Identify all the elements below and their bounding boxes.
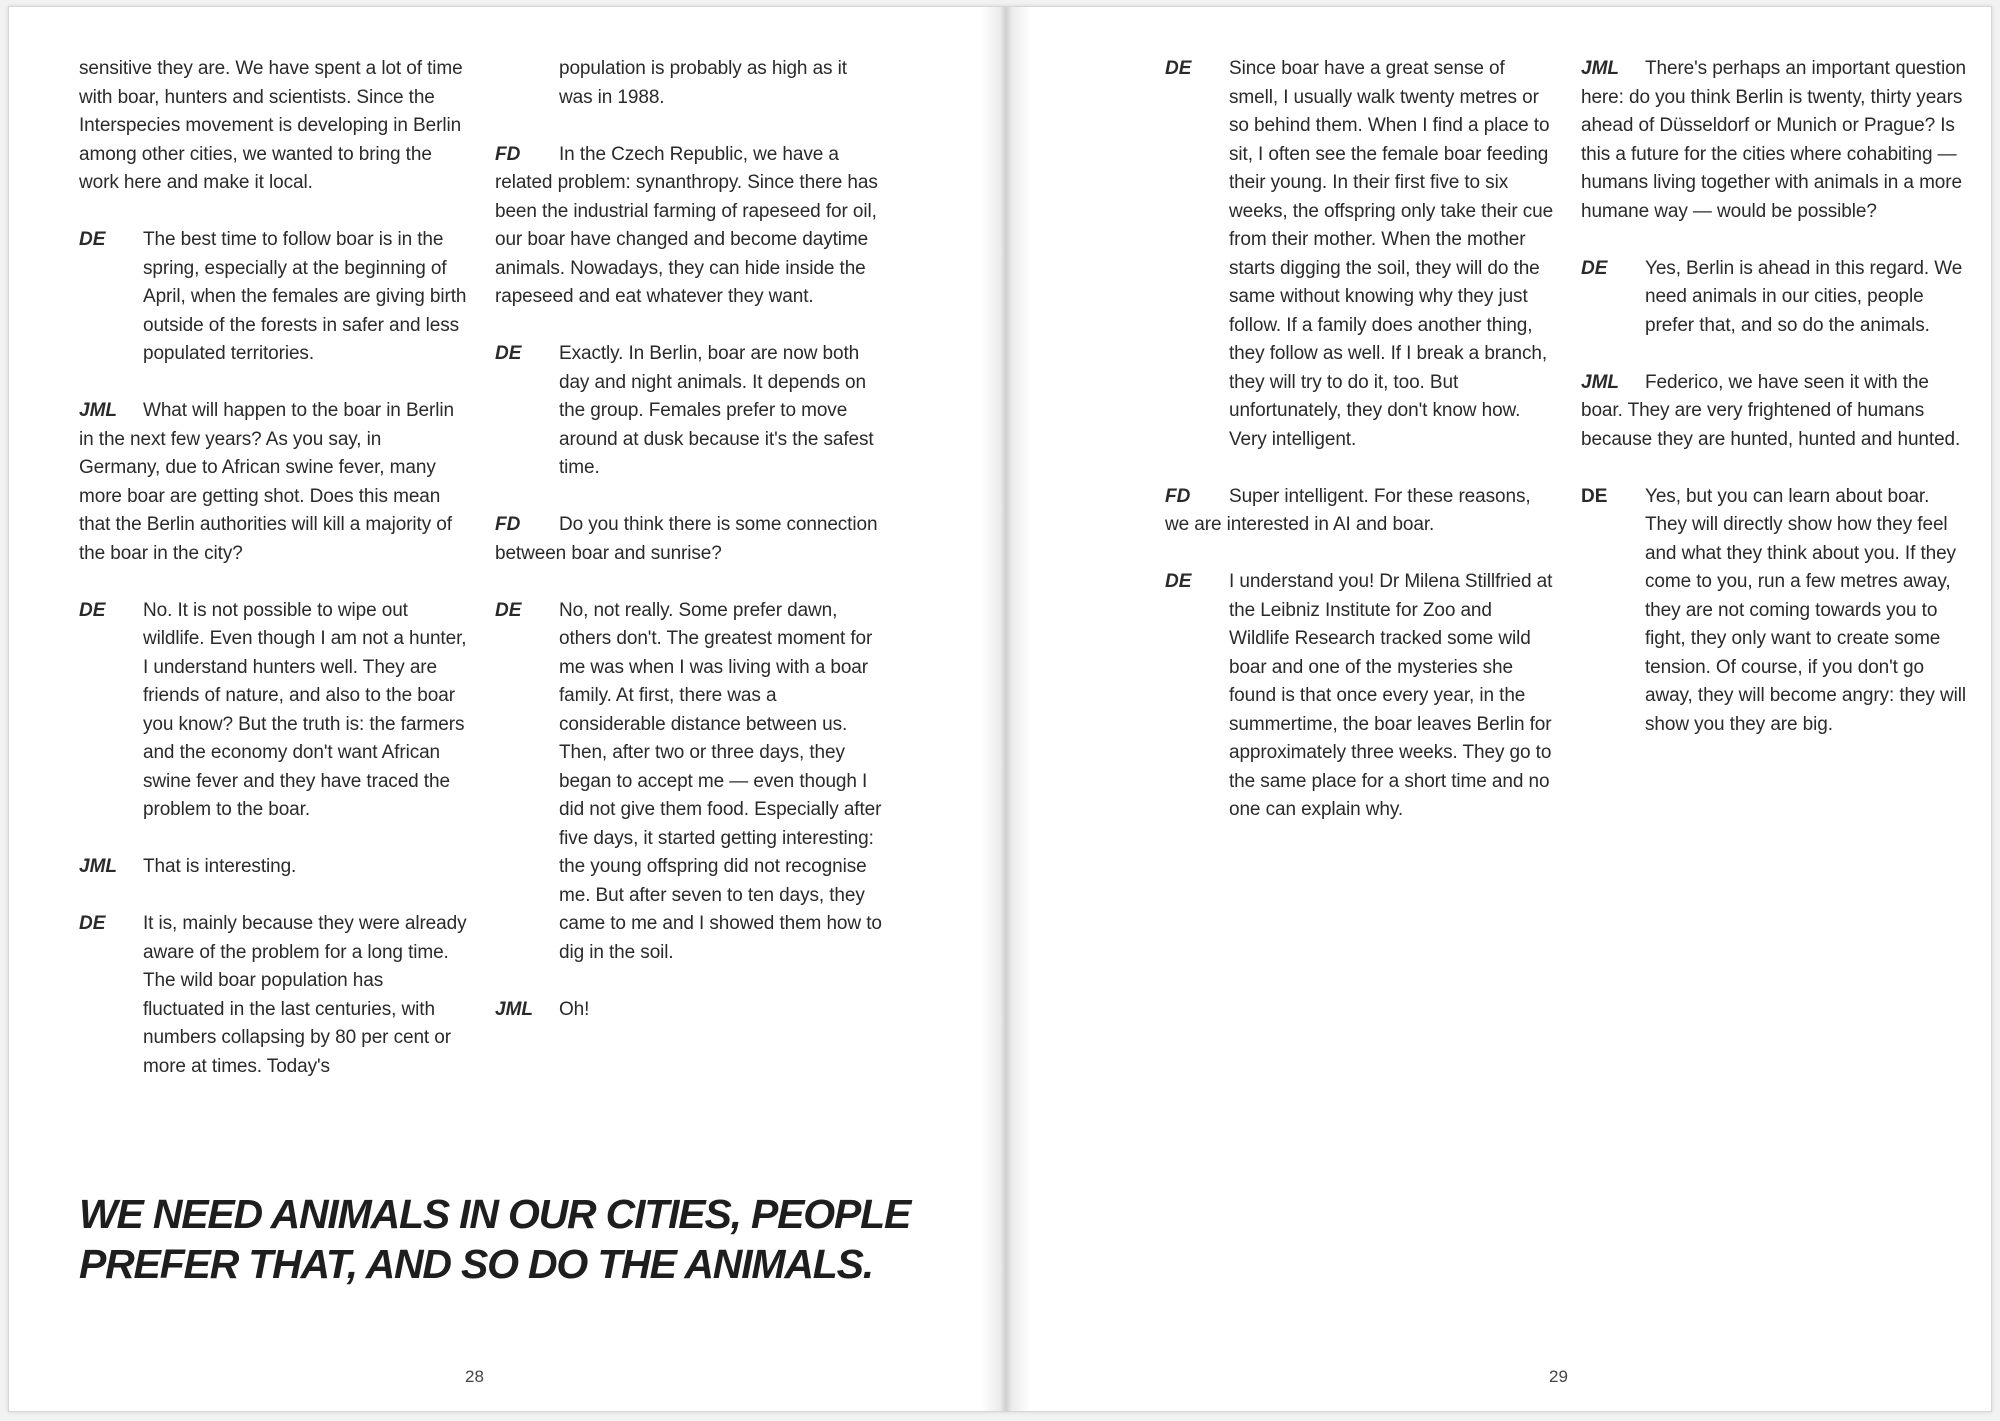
speaker-label: JML bbox=[1581, 371, 1619, 393]
speaker-label: JML bbox=[495, 998, 533, 1020]
speaker-label: DE bbox=[79, 229, 106, 250]
page-number-left: 28 bbox=[465, 1367, 484, 1386]
interview-entry bbox=[1165, 483, 1555, 540]
interview-entry bbox=[1581, 369, 1971, 455]
right-page bbox=[1003, 7, 1993, 1411]
speaker-label: FD bbox=[1165, 485, 1191, 507]
interview-entry bbox=[79, 226, 467, 369]
interview-entry bbox=[1581, 483, 1971, 740]
interview-entry bbox=[495, 141, 883, 312]
speaker-label: DE bbox=[495, 343, 522, 364]
interview-entry bbox=[495, 597, 883, 968]
interview-entry bbox=[79, 853, 467, 882]
speaker-label: JML bbox=[79, 400, 117, 421]
entry-text: It is, mainly because they were already aware of the problem for a long time. The wild boar population has fluctuated in the last centuries, with numbers collapsing by 80 per cent or more at times. Today's bbox=[143, 913, 467, 1077]
speaker-label: FD bbox=[495, 514, 521, 535]
page-number-right: 29 bbox=[1549, 1367, 1568, 1386]
entry-text: No, not really. Some prefer dawn, others don't. The greatest moment for me was when I was living with a boar family. At first, there was a considerable distance between us. Then, after two or three days, they began to accept me — even though I did not give them food. Especially after five days, it started getting interesting: the young offspring did not recognise me. But after seven to ten days, they came to me and I showed them how to dig in the soil. bbox=[559, 599, 882, 963]
entry-text: Yes, but you can learn about boar. They will directly show how they feel and what they think about you. If they come to you, run a few metres away, they are not coming towards you to fight, they only want to create some tension. Of course, if you don't go away, they will become angry: they will show you they are big. bbox=[1645, 485, 1966, 735]
entry-text: Exactly. In Berlin, boar are now both day and night animals. It depends on the group. Females prefer to move around at dusk because it's the safest time. bbox=[559, 343, 874, 478]
entry-text: There's perhaps an important question here: do you think Berlin is twenty, thirty years ahead of Düsseldorf or Munich or Prague? Is this a future for the cities where cohabiting — humans living together with animals in a more humane way — would be possible? bbox=[1581, 58, 1967, 222]
speaker-label: JML bbox=[79, 856, 117, 877]
speaker-label: DE bbox=[79, 599, 106, 621]
left-page bbox=[9, 7, 999, 1411]
entry-text: Since boar have a great sense of smell, I usually walk twenty metres or so behind them. When I find a place to sit, I often see the female boar feeding their young. In their first five to six weeks, the offspring only take their cue from their mother. When the mother starts digging the soil, they will do the same without knowing why they just follow. If a family does another thing, they follow as well. If I break a branch, they will try to do it, too. But unfortunately, they don't know how. Very intelligent. bbox=[1229, 58, 1554, 450]
speaker-label: DE bbox=[495, 599, 522, 621]
speaker-label: DE bbox=[1581, 485, 1608, 507]
speaker-label: DE bbox=[1165, 58, 1192, 79]
entry-text: I understand you! Dr Milena Stillfried at the Leibniz Institute for Zoo and Wildlife Research tracked some wild boar and one of the mysteries she found is that once every year, in the summertime, the boar leaves Berlin for approximately three weeks. They go to the same place for a short time and no one can explain why. bbox=[1229, 571, 1553, 820]
right-page-column-2 bbox=[1581, 55, 1971, 768]
left-page-column-2 bbox=[495, 55, 883, 1053]
entry-text: In the Czech Republic, we have a related problem: synanthropy. Since there has been the industrial farming of rapeseed for oil, our boar have changed and become daytime animals. Nowadays, they can hide inside the rapeseed and eat whatever they want. bbox=[495, 143, 878, 307]
interview-entry bbox=[79, 397, 467, 568]
speaker-label: JML bbox=[1581, 58, 1619, 79]
book-spread bbox=[8, 6, 1992, 1412]
interview-entry bbox=[79, 910, 467, 1081]
entry-text: What will happen to the boar in Berlin in the next few years? As you say, in Germany, due to African swine fever, many more boar are getting shot. Does this mean that the Berlin authorities will kill a majority of the boar in the city? bbox=[79, 400, 454, 564]
left-page-column-1 bbox=[79, 55, 467, 1110]
interview-entry bbox=[495, 340, 883, 483]
interview-entry bbox=[495, 511, 883, 568]
speaker-label: FD bbox=[495, 143, 521, 165]
entry-text: Yes, Berlin is ahead in this regard. We need animals in our cities, people prefer that, and so do the animals. bbox=[1645, 257, 1963, 336]
interview-entry bbox=[1581, 255, 1971, 341]
continuation-paragraph: sensitive they are. We have spent a lot of time with boar, hunters and scientists. Since the Interspecies movement is developing in Berlin among other cities, we wanted to bring the work here and make it local. bbox=[79, 58, 463, 193]
entry-text: The best time to follow boar is in the spring, especially at the beginning of April, when the females are giving birth outside of the forests in safer and less populated territories. bbox=[143, 229, 467, 364]
entry-text: Do you think there is some connection between boar and sunrise? bbox=[495, 514, 878, 564]
speaker-label: DE bbox=[1165, 571, 1192, 592]
continuation-paragraph: population is probably as high as it was in 1988. bbox=[559, 58, 847, 108]
right-page-column-1 bbox=[1165, 55, 1555, 853]
speaker-label: DE bbox=[1581, 257, 1608, 279]
interview-entry bbox=[1165, 568, 1555, 825]
entry-text: That is interesting. bbox=[143, 856, 297, 877]
interview-entry bbox=[79, 597, 467, 825]
interview-entry bbox=[1165, 55, 1555, 454]
speaker-label: DE bbox=[79, 913, 106, 934]
entry-text: Federico, we have seen it with the boar. They are very frightened of humans because they are hunted, hunted and hunted. bbox=[1581, 371, 1961, 450]
entry-text: No. It is not possible to wipe out wildlife. Even though I am not a hunter, I understand hunters well. They are friends of nature, and also to the boar you know? But the truth is: the farmers and the economy don't want African swine fever and they have traced the problem to the boar. bbox=[143, 599, 467, 820]
entry-text: Super intelligent. For these reasons, we are interested in AI and boar. bbox=[1165, 485, 1531, 535]
pull-quote: WE NEED ANIMALS IN OUR CITIES, PEOPLE PREFER THAT, AND SO DO THE ANIMALS. bbox=[79, 1191, 911, 1287]
entry-text: Oh! bbox=[559, 998, 590, 1020]
interview-entry bbox=[1581, 55, 1971, 226]
interview-entry bbox=[495, 996, 883, 1025]
